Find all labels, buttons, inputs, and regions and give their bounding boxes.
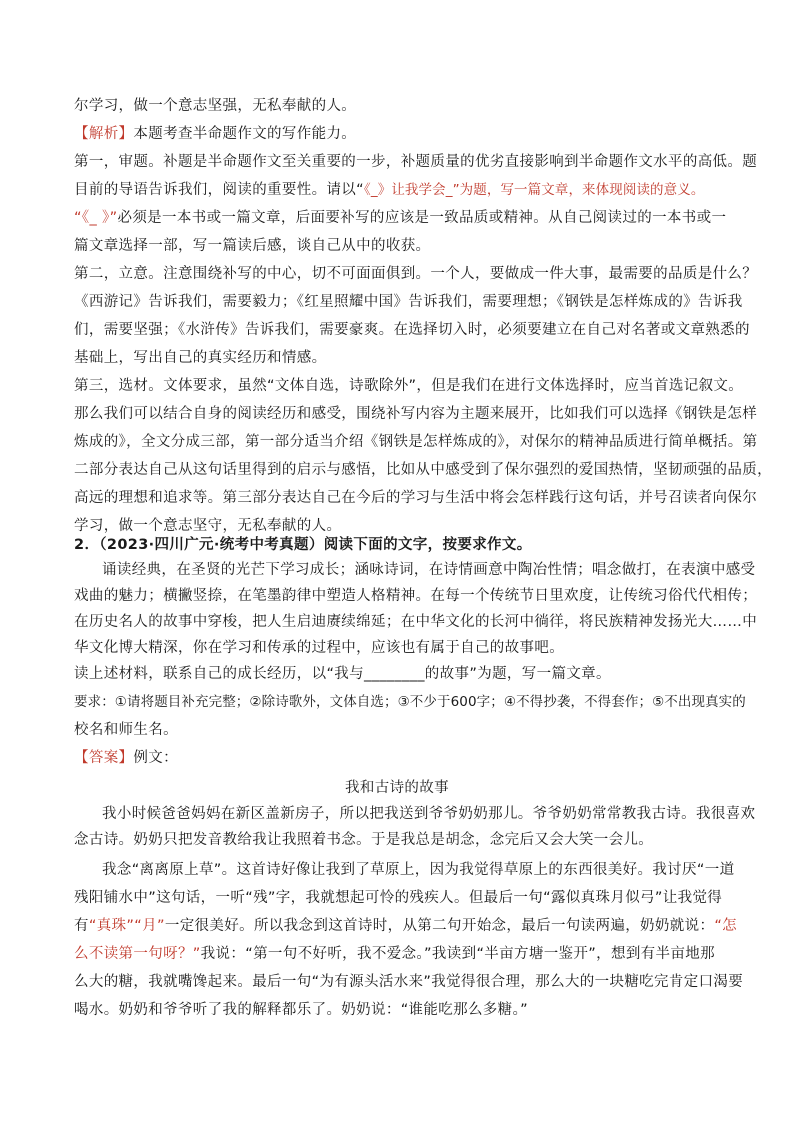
analysis-p2-line-2: 《西游记》告诉我们，需要毅力；《红星照耀中国》告诉我们，需要理想；《钢铁是怎样炼成的》告诉我 xyxy=(74,294,743,310)
answer-line xyxy=(74,748,724,768)
essay-p2-line-4-text: 我说：“第一句不好听，我不爱念。”我读到“半亩方塘一鉴开”，想到有半亩地那 xyxy=(200,946,715,962)
analysis-p1-line-2-text: 目前的导语告诉我们，阅读的重要性。请以“ xyxy=(74,182,365,198)
analysis-p1-book-blank-red: “《_ 》” xyxy=(74,210,118,226)
analysis-tag: 【解析】 xyxy=(74,126,134,142)
analysis-p3-line-5: 高远的理想和追求等。第三部分表达自己在今后的学习与生活中将会怎样践行这句话，并号召读者向保尔 xyxy=(74,490,758,506)
requirements-line-1: 要求：①请将题目补充完整；②除诗歌外，文体自选；③不少于600字；④不得抄袭，不得套作；⑤不出现真实的 xyxy=(74,694,746,710)
essay-p2-line-3-c: 一定很美好。所以我念到这首诗时，从第二句开始念，最后一句读两遍，奶奶就说： xyxy=(164,918,715,934)
analysis-p1-prompt-red: 《_》让我学会_”为题，写一篇文章，来体现阅读的意义。 xyxy=(364,182,705,198)
analysis-p1-line-4: 篇文章选择一部，写一篇读后感，谈自己从中的收获。 xyxy=(74,238,431,254)
analysis-p2-line-3: 们，需要坚强；《水浒传》告诉我们，需要豪爽。在选择切入时，必须要建立在自己对名著或文章熟悉的 xyxy=(74,322,750,338)
analysis-p1-line-3 xyxy=(74,208,727,228)
essay-p1-line-2: 念古诗。奶奶只把发音教给我让我照着书念。于是我总是胡念，念完后又会大笑一会儿。 xyxy=(74,832,654,848)
essay-p2-line-2: 残阳铺水中”这句话，一听“残”字，我就想起可怜的残疾人。但最后一句“露似真珠月似弓”让我觉得 xyxy=(74,890,723,906)
essay-p2-line-4-red: 么不读第一句呀？” xyxy=(74,946,201,962)
material-line-2: 戏曲的魅力；横撇竖捺，在笔墨韵律中塑造人格精神。在每一个传统节日里欢度，让传统习俗代代相传； xyxy=(74,588,758,604)
analysis-carry-line: 尔学习，做一个意志坚强，无私奉献的人。 xyxy=(74,98,357,114)
essay-p2-line-1: 我念“离离原上草”。这首诗好像让我到了草原上，因为我觉得草原上的东西很美好。我讨厌“一道 xyxy=(102,862,735,878)
analysis-p3-line-2: 那么我们可以结合自身的阅读经历和感受，围绕补写内容为主题来展开，比如我们可以选择《钢铁是怎样 xyxy=(74,406,758,422)
analysis-intro xyxy=(74,124,724,144)
answer-label: 例文： xyxy=(133,750,178,766)
question-2-header: 2．（2023·四川广元·统考中考真题）阅读下面的文字，按要求作文。 xyxy=(74,537,532,553)
essay-p2-line-3 xyxy=(74,916,738,936)
analysis-p1-line-1: 第一，审题。补题是半命题作文至关重要的一步，补题质量的优劣直接影响到半命题作文水平的高低。题 xyxy=(74,154,758,170)
analysis-p1-line-2 xyxy=(74,180,724,200)
answer-tag: 【答案】 xyxy=(74,750,134,766)
essay-p2-quote-red: “真珠”“月” xyxy=(88,918,165,934)
essay-p1-line-1: 我小时候爸爸妈妈在新区盖新房子，所以把我送到爷爷奶奶那儿。爷爷奶奶常常教我古诗。我很喜欢 xyxy=(102,806,756,822)
analysis-p3-line-1: 第三，选材。文体要求，虽然“文体自选，诗歌除外”，但是我们在进行文体选择时，应当首选记叙文。 xyxy=(74,378,744,394)
essay-p2-line-6: 喝水。奶奶和爷爷听了我的解释都乐了。奶奶说：“谁能吃那么多糖。” xyxy=(74,1002,528,1018)
essay-title: 我和古诗的故事 xyxy=(345,780,449,796)
material-line-1: 诵读经典，在圣贤的光芒下学习成长；涵咏诗词，在诗情画意中陶冶性情；唱念做打，在表演中感受 xyxy=(102,562,756,578)
analysis-p3-line-3: 炼成的》，全文分成三部，第一部分适当介绍《钢铁是怎样炼成的》，对保尔的精神品质进行简单概括。第 xyxy=(74,434,758,450)
analysis-p2-line-4: 基础上，写出自己的真实经历和情感。 xyxy=(74,350,327,366)
material-line-4: 华文化博大精深，你在学习和传承的过程中，应该也有属于自己的故事吧。 xyxy=(74,640,565,656)
essay-p2-line-4 xyxy=(74,944,724,964)
analysis-p1-line-3-text: 必须是一本书或一篇文章，后面要补写的应该是一致品质或精神。从自己阅读过的一本书或一 xyxy=(117,210,727,226)
analysis-p2-line-1: 第二，立意。注意围绕补写的中心，切不可面面俱到。一个人，要做成一件大事，最需要的品质是什么？ xyxy=(74,266,758,282)
material-line-3: 在历史名人的故事中穿梭，把人生启迪赓续绵延；在中华文化的长河中徜徉，将民族精神发扬光大……中 xyxy=(74,614,758,630)
requirements-line-2: 校名和师生名。 xyxy=(74,722,178,738)
essay-p2-line-3-a: 有 xyxy=(74,918,89,934)
essay-p2-line-3-red-end: “怎 xyxy=(714,918,738,934)
task-line: 读上述材料，联系自己的成长经历，以“我与________的故事”为题，写一篇文章。 xyxy=(74,666,611,682)
analysis-intro-text: 本题考查半命题作文的写作能力。 xyxy=(133,126,357,142)
analysis-p3-line-6: 学习，做一个意志坚守，无私奉献的人。 xyxy=(74,518,342,534)
analysis-p3-line-4: 二部分表达自己从这句话里得到的启示与感悟，比如从中感受到了保尔强烈的爱国热情，坚韧顽强的品质， xyxy=(74,462,772,478)
essay-p2-line-5: 么大的糖，我就嘴馋起来。最后一句“为有源头活水来”我觉得很合理，那么大的一块糖吃完肯定口渴要 xyxy=(74,974,744,990)
